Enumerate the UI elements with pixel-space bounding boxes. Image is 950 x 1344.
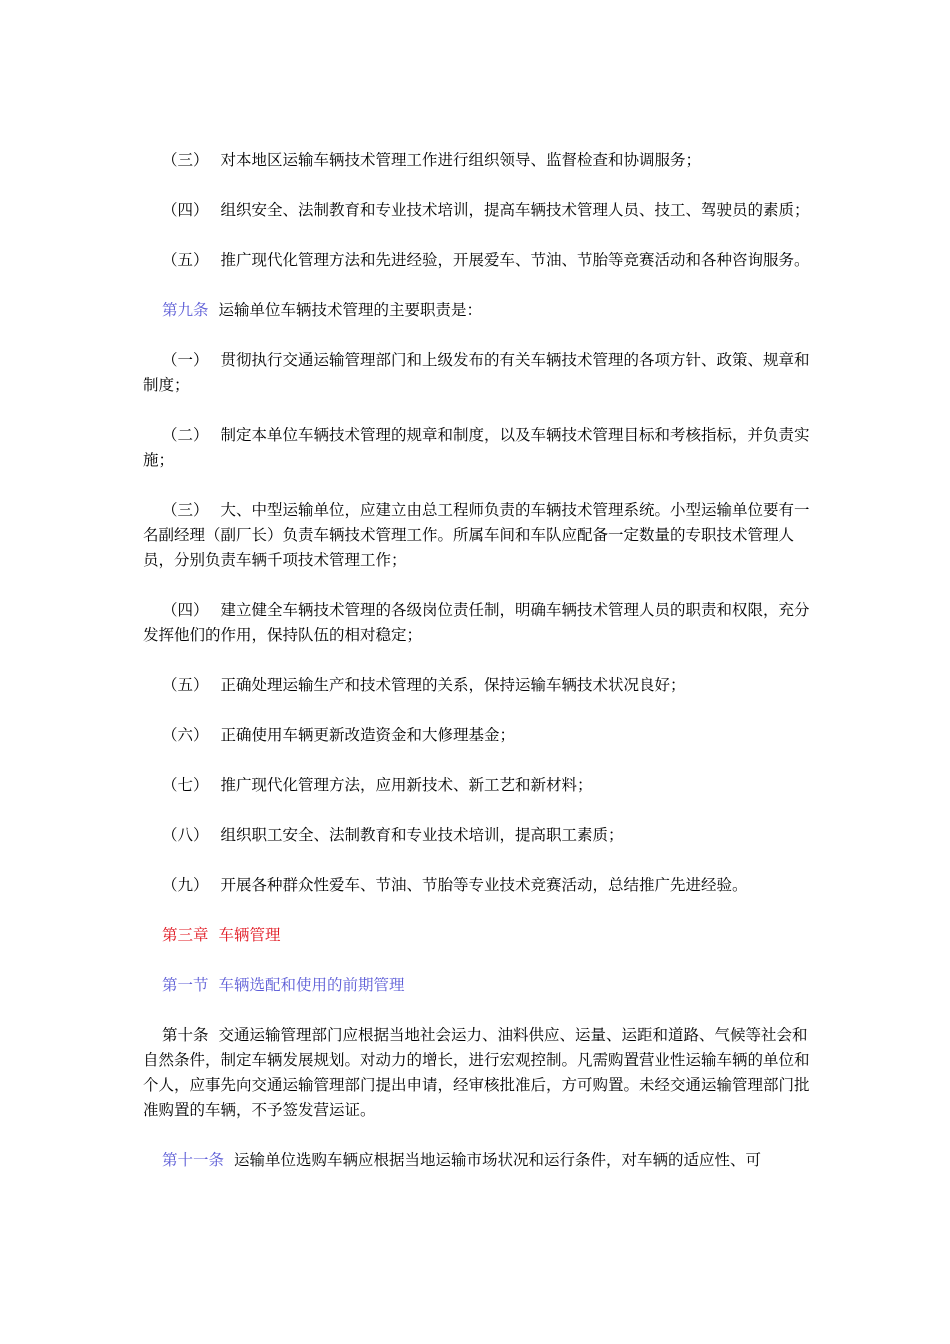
- item-text: 大、中型运输单位，应建立由总工程师负责的车辆技术管理系统。小型运输单位要有一名副经理（副厂长）负责车辆技术管理工作。所属车间和车队应配备一定数量的专职技术管理人员，分别负责车辆千项技术管理工作；: [143, 501, 810, 569]
- item-text: 组织安全、法制教育和专业技术培训，提高车辆技术管理人员、技工、驾驶员的素质；: [220, 201, 810, 219]
- chapter-heading: [143, 923, 815, 948]
- item-text: 正确处理运输生产和技术管理的关系，保持运输车辆技术状况良好；: [220, 676, 686, 694]
- item-number: （五）: [162, 251, 209, 269]
- list-item: [143, 198, 815, 223]
- section-title: 车辆选配和使用的前期管理: [218, 976, 405, 994]
- item-text: 组织职工安全、法制教育和专业技术培训，提高职工素质；: [220, 826, 624, 844]
- chapter-number: 第三章: [162, 926, 209, 944]
- article-text: 运输单位选购车辆应根据当地运输市场状况和运行条件，对车辆的适应性、可: [234, 1151, 762, 1169]
- item-number: （三）: [162, 501, 209, 519]
- article-11: [143, 1148, 815, 1173]
- item-number: （五）: [162, 676, 209, 694]
- item-number: （六）: [162, 726, 209, 744]
- item-text: 推广现代化管理方法和先进经验，开展爱车、节油、节胎等竞赛活动和各种咨询服务。: [220, 251, 810, 269]
- article-text: 交通运输管理部门应根据当地社会运力、油料供应、运量、运距和道路、气候等社会和自然条件，制定车辆发展规划。对动力的增长，进行宏观控制。凡需购置营业性运输车辆的单位和个人，应事先向交通运输管理部门提出申请，经审核批准后，方可购置。未经交通运输管理部门批准购置的车辆，不予签发营运证。: [143, 1026, 810, 1119]
- list-item: [143, 723, 815, 748]
- list-item: [143, 423, 815, 473]
- list-item: [143, 598, 815, 648]
- list-item: [143, 248, 815, 273]
- article-9: [143, 298, 815, 323]
- document-page: [143, 148, 815, 1198]
- item-number: （七）: [162, 776, 209, 794]
- item-number: （九）: [162, 876, 209, 894]
- article-10: [143, 1023, 815, 1123]
- item-number: （一）: [162, 351, 209, 369]
- list-item: [143, 348, 815, 398]
- item-number: （八）: [162, 826, 209, 844]
- article-number: 第九条: [162, 301, 209, 319]
- chapter-title: 车辆管理: [218, 926, 281, 944]
- item-text: 制定本单位车辆技术管理的规章和制度，以及车辆技术管理目标和考核指标，并负责实施；: [143, 426, 810, 469]
- article-number: 第十条: [162, 1026, 209, 1044]
- item-text: 建立健全车辆技术管理的各级岗位责任制，明确车辆技术管理人员的职责和权限，充分发挥他们的作用，保持队伍的相对稳定；: [143, 601, 810, 644]
- list-item: [143, 773, 815, 798]
- item-number: （四）: [162, 201, 209, 219]
- item-text: 对本地区运输车辆技术管理工作进行组织领导、监督检查和协调服务；: [220, 151, 702, 169]
- section-number: 第一节: [162, 976, 209, 994]
- item-text: 贯彻执行交通运输管理部门和上级发布的有关车辆技术管理的各项方针、政策、规章和制度；: [143, 351, 810, 394]
- item-text: 开展各种群众性爱车、节油、节胎等专业技术竞赛活动，总结推广先进经验。: [220, 876, 748, 894]
- item-text: 推广现代化管理方法，应用新技术、新工艺和新材料；: [220, 776, 593, 794]
- article-text: 运输单位车辆技术管理的主要职责是：: [218, 301, 483, 319]
- list-item: [143, 673, 815, 698]
- list-item: [143, 148, 815, 173]
- list-item: [143, 823, 815, 848]
- item-text: 正确使用车辆更新改造资金和大修理基金；: [220, 726, 516, 744]
- article-number: 第十一条: [162, 1151, 225, 1169]
- item-number: （三）: [162, 151, 209, 169]
- item-number: （二）: [162, 426, 209, 444]
- list-item: [143, 873, 815, 898]
- section-heading: [143, 973, 815, 998]
- item-number: （四）: [162, 601, 209, 619]
- list-item: [143, 498, 815, 573]
